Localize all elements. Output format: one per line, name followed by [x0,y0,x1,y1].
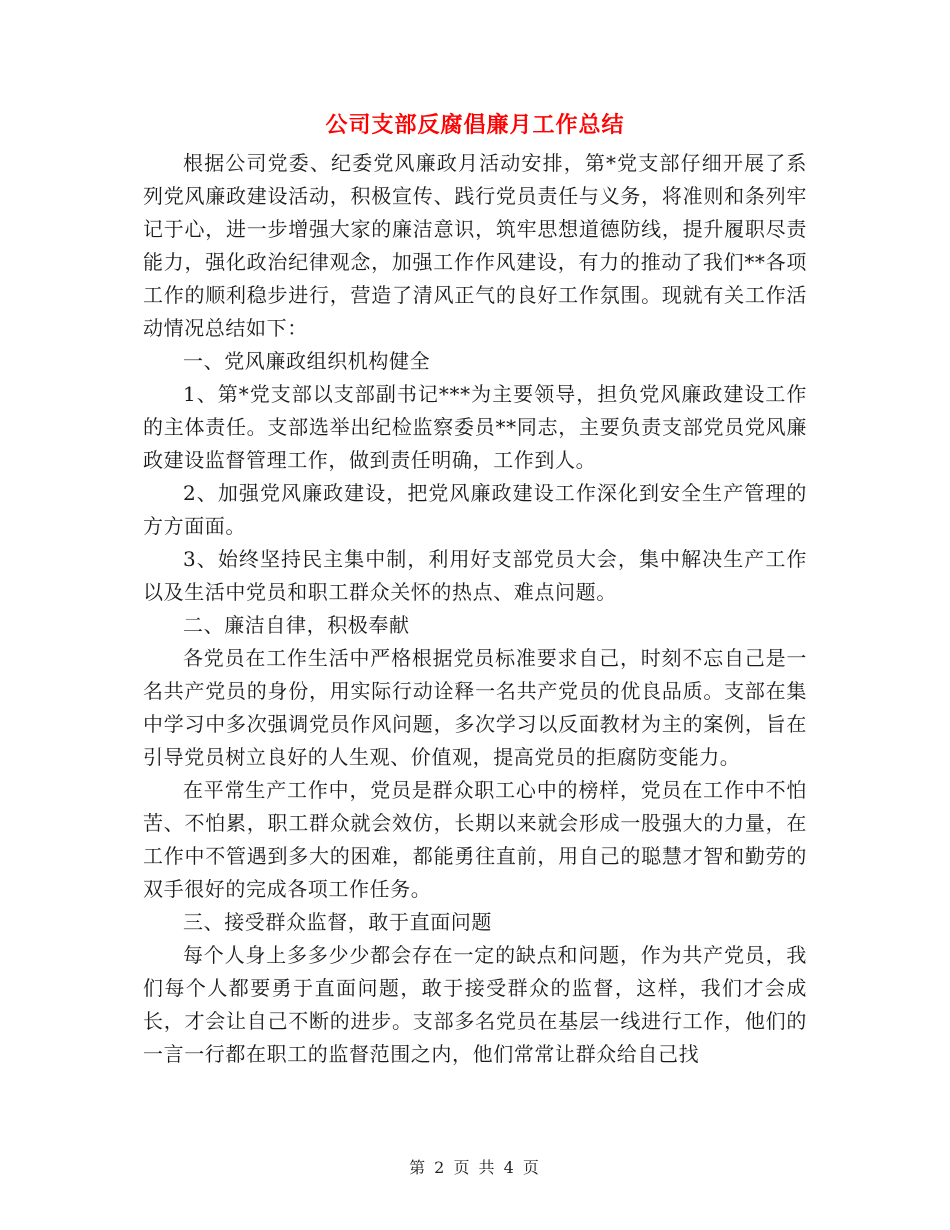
section-heading-2: 二、廉洁自律，积极奉献 [183,613,410,637]
paragraph-production: 在平常生产工作中，党员是群众职工心中的榜样，党员在工作中不怕苦、不怕累，职工群众就会效仿，长期以来就会形成一股强大的力量，在工作中不管遇到多大的困难，都能勇往直前，用自己的聪慧才智和勤劳的双手很好的完成各项工作任务。 [143,778,807,901]
paragraph-supervision: 每个人身上多多少少都会存在一定的缺点和问题，作为共产党员，我们每个人都要勇于直面问题，敢于接受群众的监督，这样，我们才会成长，才会让自己不断的进步。支部多名党员在基层一线进行工作，他们的一言一行都在职工的监督范围之内，他们常常让群众给自己找 [143,943,807,1066]
section-heading-1: 一、党风廉政组织机构健全 [183,349,431,373]
paragraph-integrity: 各党员在工作生活中严格根据党员标准要求自己，时刻不忘自己是一名共产党员的身份，用实际行动诠释一名共产党员的优良品质。支部在集中学习中多次强调党员作风问题，多次学习以反面教材为主的案例，旨在引导党员树立良好的人生观、价值观，提高党员的拒腐防变能力。 [143,646,807,769]
section-heading-3: 三、接受群众监督，敢于直面问题 [183,910,492,934]
paragraph-item-3: 3、始终坚持民主集中制，利用好支部党员大会，集中解决生产工作以及生活中党员和职工群众关怀的热点、难点问题。 [143,547,807,604]
paragraph-intro: 根据公司党委、纪委党风廉政月活动安排，第*党支部仔细开展了系列党风廉政建设活动，积极宣传、践行党员责任与义务，将准则和条列牢记于心，进一步增强大家的廉洁意识，筑牢思想道德防线，提升履职尽责能力，强化政治纪律观念，加强工作作风建设，有力的推动了我们**各项工作的顺利稳步进行，营造了清风正气的良好工作氛围。现就有关工作活动情况总结如下： [143,151,807,340]
document-title: 公司支部反腐倡廉月工作总结 [325,113,625,138]
document-body [143,147,807,1071]
paragraph-item-1: 1、第*党支部以支部副书记***为主要领导，担负党风廉政建设工作的主体责任。支部选举出纪检监察委员**同志，主要负责支部党员党风廉政建设监督管理工作，做到责任明确，工作到人。 [143,382,807,472]
paragraph-item-2: 2、加强党风廉政建设，把党风廉政建设工作深化到安全生产管理的方方面面。 [143,481,807,538]
page-number-footer: 第 2 页 共 4 页 [409,1158,541,1177]
